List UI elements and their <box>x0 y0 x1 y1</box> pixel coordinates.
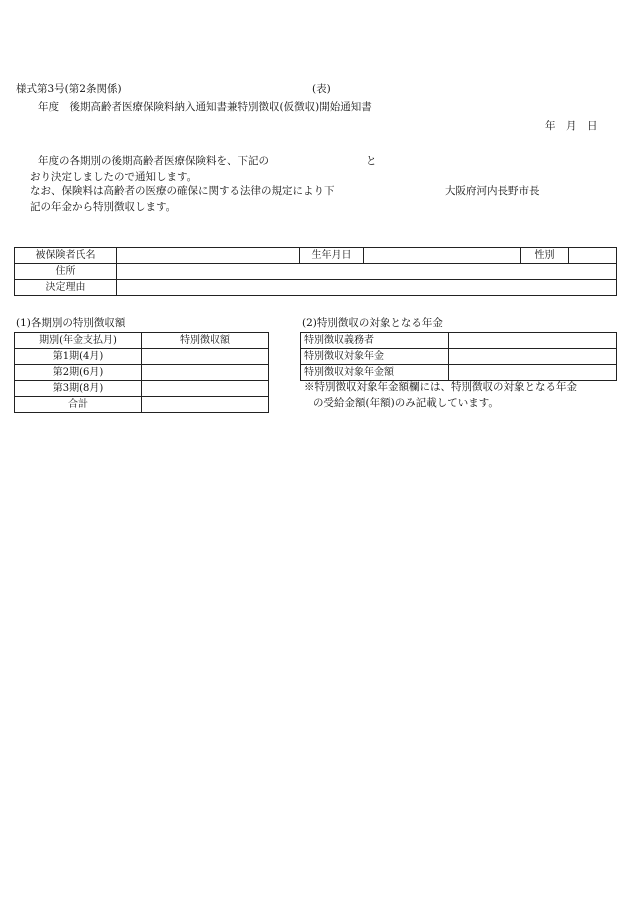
target-pension-amount-label: 特別徴収対象年金額 <box>301 365 449 381</box>
birth-date-label: 生年月日 <box>300 248 364 264</box>
body-line-2: おり決定しましたので通知します。 <box>30 171 198 183</box>
sex-field[interactable] <box>569 248 617 264</box>
target-pension-field[interactable] <box>449 349 617 365</box>
table-row <box>301 349 617 365</box>
target-pension-amount-field[interactable] <box>449 365 617 381</box>
insured-name-field[interactable] <box>117 248 300 264</box>
issuer-name: 大阪府河内長野市長 <box>445 185 540 197</box>
decision-reason-field[interactable] <box>117 280 617 296</box>
document-title: 年度 後期高齢者医療保険料納入通知書兼特別徴収(仮徴収)開始通知書 <box>38 101 372 113</box>
sex-label: 性別 <box>521 248 569 264</box>
decision-reason-label: 決定理由 <box>15 280 117 296</box>
table-row <box>15 349 269 365</box>
body-line-1: 年度の各期別の後期高齢者医療保険料を、下記の <box>38 155 269 167</box>
table-row <box>15 397 269 413</box>
period-2-amount[interactable] <box>142 365 269 381</box>
address-field[interactable] <box>117 264 617 280</box>
insured-info-table <box>14 247 617 296</box>
section1-heading: (1)各期別の特別徴収額 <box>16 317 126 329</box>
amount-column-header: 特別徴収額 <box>142 333 269 349</box>
table-row <box>15 333 269 349</box>
period-column-header: 期別(年金支払月) <box>15 333 142 349</box>
period-amount-table <box>14 332 269 413</box>
table-row <box>15 381 269 397</box>
withholding-agent-label: 特別徴収義務者 <box>301 333 449 349</box>
period-3-amount[interactable] <box>142 381 269 397</box>
table-row <box>15 248 617 264</box>
period-2-label: 第2期(6月) <box>15 365 142 381</box>
pension-note-line-2: の受給金額(年額)のみ記載しています。 <box>313 397 499 409</box>
insured-name-label: 被保険者氏名 <box>15 248 117 264</box>
total-amount[interactable] <box>142 397 269 413</box>
body-line-4: 記の年金から特別徴収します。 <box>30 201 177 213</box>
side-label: (表) <box>312 83 331 95</box>
body-line-3: なお、保険料は高齢者の医療の確保に関する法律の規定により下 <box>30 185 335 197</box>
table-row <box>301 333 617 349</box>
birth-date-field[interactable] <box>364 248 521 264</box>
address-label: 住所 <box>15 264 117 280</box>
period-1-label: 第1期(4月) <box>15 349 142 365</box>
period-1-amount[interactable] <box>142 349 269 365</box>
issue-date: 年 月 日 <box>545 120 598 132</box>
table-row <box>15 280 617 296</box>
section2-heading: (2)特別徴収の対象となる年金 <box>302 317 443 329</box>
withholding-agent-field[interactable] <box>449 333 617 349</box>
pension-table <box>300 332 617 381</box>
target-pension-label: 特別徴収対象年金 <box>301 349 449 365</box>
total-label: 合計 <box>15 397 142 413</box>
pension-note-line-1: ※特別徴収対象年金額欄には、特別徴収の対象となる年金 <box>304 381 577 393</box>
form-number: 様式第3号(第2条関係) <box>16 83 122 95</box>
body-line-1-tail: と <box>366 155 377 167</box>
period-3-label: 第3期(8月) <box>15 381 142 397</box>
table-row <box>15 264 617 280</box>
table-row <box>301 365 617 381</box>
table-row <box>15 365 269 381</box>
